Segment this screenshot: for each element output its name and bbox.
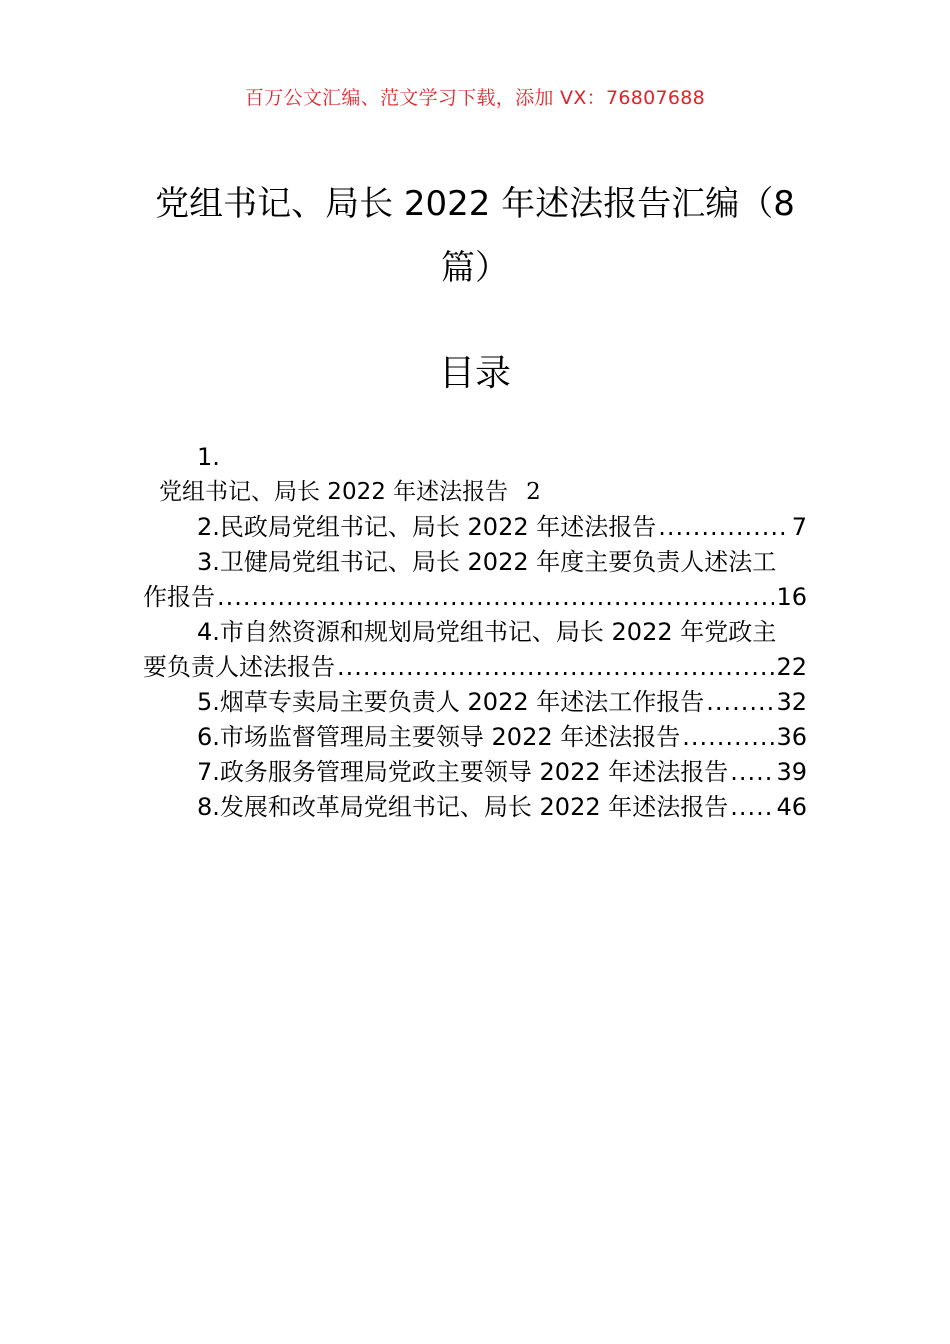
toc-entry-6[interactable] xyxy=(143,720,807,755)
toc-entry-7-page: 39 xyxy=(776,758,807,786)
toc-entry-5[interactable] xyxy=(143,685,807,720)
toc-entry-2-leader xyxy=(658,510,789,545)
toc-entry-1-title: 党组书记、局长 2022 年述法报告 xyxy=(159,479,509,505)
toc-entry-4-page: 22 xyxy=(776,653,807,681)
toc-heading: 目录 xyxy=(438,353,511,394)
document-title: 党组书记、局长 2022 年述法报告汇编（8 篇） xyxy=(155,184,795,288)
toc-entry-4-line-2[interactable] xyxy=(143,650,807,685)
promo-banner xyxy=(0,84,950,112)
toc-entry-8-page: 46 xyxy=(776,793,807,821)
toc-entry-8-number: 8. xyxy=(197,793,220,821)
toc-entry-6-leader xyxy=(682,720,774,755)
toc-entry-7[interactable] xyxy=(143,755,807,790)
toc-entry-4-leader xyxy=(337,650,774,685)
toc-entry-3-title-line-2: 作报告 xyxy=(143,583,215,611)
toc-entry-7-leader xyxy=(730,755,774,790)
toc-entry-1-number: 1. xyxy=(197,443,220,471)
toc-entry-5-leader xyxy=(706,685,774,720)
toc-entry-3-leader xyxy=(217,580,774,615)
toc-entry-2[interactable] xyxy=(143,510,807,545)
promo-banner-text: 百万公文汇编、范文学习下载，添加 VX：76807688 xyxy=(244,87,706,109)
toc-entry-4-number: 4. xyxy=(197,618,220,646)
toc-entry-2-title: 民政局党组书记、局长 2022 年述法报告 xyxy=(219,513,657,541)
toc-entry-5-page: 32 xyxy=(776,688,807,716)
toc-entry-2-number: 2. xyxy=(197,513,220,541)
toc-entry-8-leader xyxy=(730,790,774,825)
table-of-contents xyxy=(143,440,807,825)
toc-entry-8-title: 发展和改革局党组书记、局长 2022 年述法报告 xyxy=(219,793,729,821)
toc-entry-4-title-line-1: 市自然资源和规划局党组书记、局长 2022 年党政主 xyxy=(219,618,777,646)
toc-entry-6-page: 36 xyxy=(776,723,807,751)
toc-entry-5-number: 5. xyxy=(197,688,220,716)
toc-entry-5-title: 烟草专卖局主要负责人 2022 年述法工作报告 xyxy=(219,688,705,716)
toc-entry-3-page: 16 xyxy=(776,583,807,611)
toc-entry-2-page: 7 xyxy=(791,513,807,541)
toc-entry-3-number: 3. xyxy=(197,548,220,576)
toc-entry-1-number-line xyxy=(143,440,807,475)
toc-entry-3-line-1[interactable] xyxy=(143,545,807,580)
toc-entry-3-line-2[interactable] xyxy=(143,580,807,615)
toc-entry-8[interactable] xyxy=(143,790,807,825)
toc-entry-6-number: 6. xyxy=(197,723,220,751)
toc-entry-1[interactable] xyxy=(143,475,807,510)
toc-entry-4-title-line-2: 要负责人述法报告 xyxy=(143,653,335,681)
toc-entry-1-page: 2 xyxy=(526,479,541,505)
toc-entry-6-title: 市场监督管理局主要领导 2022 年述法报告 xyxy=(219,723,681,751)
toc-entry-4-line-1[interactable] xyxy=(143,615,807,650)
toc-entry-3-title-line-1: 卫健局党组书记、局长 2022 年度主要负责人述法工 xyxy=(219,548,777,576)
toc-entry-7-number: 7. xyxy=(197,758,220,786)
toc-entry-7-title: 政务服务管理局党政主要领导 2022 年述法报告 xyxy=(219,758,729,786)
